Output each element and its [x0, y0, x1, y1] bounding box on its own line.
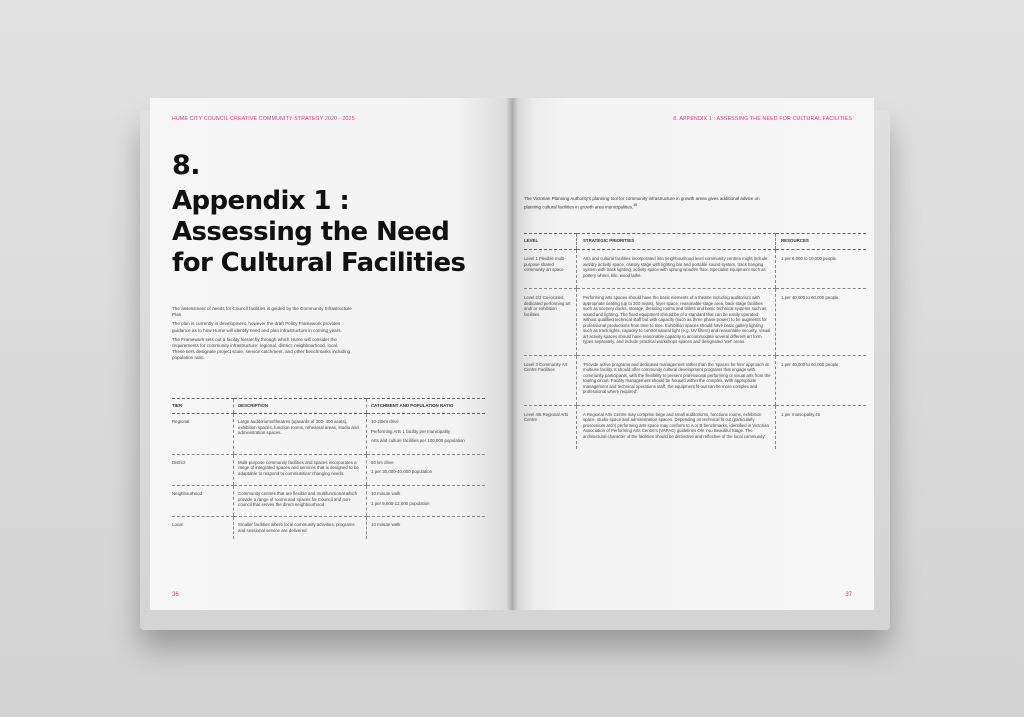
left-header: HUME CITY COUNCIL CREATIVE COMMUNITY STRATEGY 2020 - 2025: [172, 116, 355, 122]
catchment-line: 1 per 30,000-40,000 population: [371, 469, 433, 475]
level-table: [524, 233, 866, 449]
table-row: [524, 355, 866, 405]
table-row: [172, 485, 485, 516]
level-cell: Level 1 Flexible multi-purpose shared community art space: [524, 250, 577, 289]
page-number-right: 37: [845, 592, 852, 598]
tier-cell: District: [172, 454, 234, 485]
table-row: [524, 250, 866, 289]
catchment-cell: [367, 517, 486, 540]
resources-cell: 1 per 40,000 to 60,000 people: [776, 355, 867, 405]
left-page: [150, 98, 512, 610]
table-row: [172, 454, 485, 485]
chapter-number: 8.: [172, 150, 201, 181]
resources-cell: 1 per municipality.46: [776, 405, 867, 449]
catchment-line: 50 km drive: [371, 459, 394, 465]
intro-paragraph: The plan is currently in development, however the draft Policy Framework provides guidance as to how Hume will identify need and plan infrastructure in coming years.: [172, 321, 342, 333]
catchment-line: 10 minute walk: [371, 490, 401, 496]
catchment-line: 10-20km drive: [371, 419, 399, 424]
priorities-cell: A Regional Arts Centre may comprise large and small auditoriums, functions rooms, exhibition space, studio space and administration spaces. Depending on technical fit out (particularly proscenium arch) performing arts space may conform to A or B benchmarks, identified in Victorian Association of Performing Arts Centre's (VAPAC) guidelines Oh! You Beautiful Stage. The architectural character of the facilities should be distinctive and reflective of the local community'.: [577, 405, 776, 449]
footnote-ref: 45: [633, 203, 638, 207]
resources-cell: 1 per 40,000 to 60,000 people.: [776, 289, 867, 356]
title-line: for Cultural Facilities: [172, 248, 466, 278]
intro-paragraph: The Framework sets out a facility hierarchy through which Hume will consider the requirements for community infrastructure: regional, district, neighbourhood, local. These tiers designate project scale, service catchment, and other benchmarks including population ratio.: [172, 336, 351, 361]
table-row: [524, 405, 866, 449]
lead-sentence: The Victorian Planning Authority's planning tool for community infrastructure in growth areas gives additional advice on planning cultural facilities in growth area municipalities.: [524, 196, 760, 210]
priorities-cell: Performing arts spaces should have the basic elements of a theatre including auditorium with appropriate seating (up to 300 seats), foyer space, reasonable stage area, back stage facilities such as scenery docks, storage, dressing rooms and toilets and basic technical systems such as sound and lighting. The fixed equipment should be of a standard that can be easily operated without qualified technical staff but with capacity (such as three phase power) to be augments for professional productions from time to time. Exhibition spaces should have basic gallery lighting such as track lights, capacity to control natural light (e.g. UV filters) and reasonable security. Visual art activity spaces should have reasonable capacity to accommodate several different art form types separately, and include practical workshops spaces and designated 'wet' areas.: [577, 289, 776, 356]
resources-cell: 1 per 8,000 to 10,000 people.: [776, 250, 867, 289]
catchment-line: Performing Arts 1 facility per municipality: [371, 428, 451, 434]
title-line: Appendix 1 :: [172, 186, 350, 216]
table-row: [172, 517, 485, 540]
description-cell: Community centres that are flexible and multifunctional which provide a range of rooms and spaces for Council and non-council that serves the direct neighbourhood: [234, 485, 367, 516]
table-row: [524, 289, 866, 356]
lead-text: [524, 196, 774, 211]
table-row: [172, 414, 485, 455]
table-header-row: [524, 234, 866, 250]
column-header: TIER: [172, 399, 234, 414]
description-cell: Smaller facilities where local community activities, programs and sessional service are delivered: [234, 517, 367, 540]
catchment-cell: [367, 414, 486, 455]
description-cell: Multi-purpose community facilities and spaces incorporates a range of integrated spaces and services that is designed to be adaptable to respond to communities' changing needs.: [234, 454, 367, 485]
table-header-row: [172, 399, 485, 414]
right-header: 8. APPENDIX 1 : ASSESSING THE NEED FOR CULTURAL FACILITIES: [673, 116, 852, 122]
catchment-cell: [367, 485, 486, 516]
book-spine-gutter: [506, 98, 518, 610]
intro-paragraph: The assessment of needs for Council facilities is guided by the Community Infrastructure Plan.: [172, 306, 352, 318]
priorities-cell: Arts and cultural facilities incorporated into neighbourhood level community centres might include: wet/dry activity space, oratory stage with lighting bar and portable sound system, track hanging system with track lighting, activity space with sprung wooden floor. Specialist equipment such as pottery wheel, kiln, wood lathe.: [577, 250, 776, 289]
catchment-line: 10 minute walk: [371, 522, 401, 528]
column-header: CATCHMENT AND POPULATION RATIO: [367, 399, 486, 414]
tier-table: [172, 398, 485, 539]
page-title: [172, 186, 507, 279]
column-header: DESCRIPTION: [234, 399, 367, 414]
right-page: [512, 98, 874, 610]
tier-cell: Local: [172, 522, 183, 528]
column-header: STRATEGIC PRIORITIES: [577, 234, 776, 250]
level-cell: Level 4/5 Regional Arts Centre: [524, 411, 569, 422]
tier-cell: Neighbourhood: [172, 485, 234, 516]
priorities-cell: 'Provide active programs and dedicated management rather than the 'spaces for hire' approach at multiuse facility. It should offer community cultural development programs that engage with community participants, with the flexibility to present professional performing or visual arts from the touring circuit. Facility management should be housed within the complex. With appropriate management and technical operations staff, the equipment fit-out can be more complex and professional where required'.: [577, 355, 776, 405]
title-line: Assessing the Need: [172, 217, 450, 247]
level-cell: Level 2/3 Co-located, dedicated performing art and/ or exhibition facilities.: [524, 289, 577, 356]
page-number-left: 36: [172, 592, 179, 598]
tier-cell: Regional: [172, 414, 234, 455]
description-cell: Large auditoriums/theatres (upwards of 300- 400 seats), exhibition spaces, function rooms, rehearsal areas, studio and administration spaces.: [234, 414, 367, 455]
right-content: [526, 98, 866, 610]
column-header: LEVEL: [524, 234, 577, 250]
column-header: RESOURCES: [776, 234, 867, 250]
intro-text: [172, 306, 352, 365]
catchment-line: 1 per 8,000-12,000 population: [371, 500, 430, 506]
level-cell: Level 3 Community Art Centre Facilities: [524, 355, 577, 405]
catchment-cell: [367, 454, 486, 485]
catchment-line: Arts and culture facilities per 100,000 population: [371, 438, 465, 444]
